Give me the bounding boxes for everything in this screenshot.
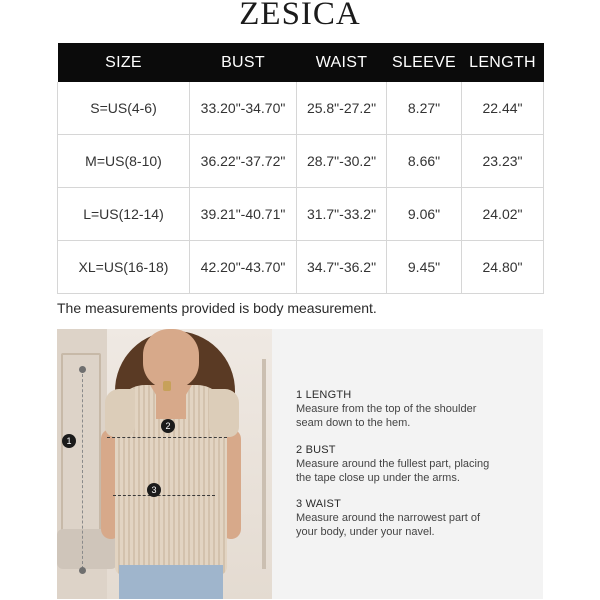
cell-length: 24.80" — [462, 241, 544, 294]
table-header-row — [58, 43, 544, 82]
guide-bust — [296, 443, 536, 485]
necklace-pendant — [163, 381, 171, 391]
guide-waist — [296, 497, 536, 539]
guide-bust-desc-line1: Measure around the fullest part, placing — [296, 458, 490, 470]
right-sleeve — [209, 389, 239, 437]
model-photo — [57, 329, 272, 599]
table-row — [58, 82, 544, 135]
cell-size: M=US(8-10) — [58, 135, 190, 188]
cell-sleeve: 9.06" — [387, 188, 462, 241]
header-bust: BUST — [190, 43, 297, 82]
cell-waist: 31.7"-33.2" — [297, 188, 387, 241]
length-guide-top-dot — [79, 366, 86, 373]
header-sleeve: SLEEVE — [387, 43, 462, 82]
marker-waist-badge: 3 — [147, 483, 161, 497]
length-guide-line — [82, 369, 83, 569]
header-waist: WAIST — [297, 43, 387, 82]
lamp-stand — [262, 359, 266, 569]
cell-bust: 42.20"-43.70" — [190, 241, 297, 294]
guide-waist-desc-line2: your body, under your navel. — [296, 526, 435, 538]
cell-bust: 36.22"-37.72" — [190, 135, 297, 188]
cell-bust: 33.20"-34.70" — [190, 82, 297, 135]
waist-tape-line — [113, 495, 215, 496]
guide-waist-desc-line1: Measure around the narrowest part of — [296, 512, 481, 524]
size-chart-table — [57, 43, 544, 294]
cell-length: 24.02" — [462, 188, 544, 241]
cell-sleeve: 8.66" — [387, 135, 462, 188]
cell-length: 22.44" — [462, 82, 544, 135]
marker-bust-badge: 2 — [161, 419, 175, 433]
cell-size: XL=US(16-18) — [58, 241, 190, 294]
model-head — [143, 329, 199, 389]
v-neckline — [150, 385, 192, 419]
guide-bust-desc-line2: the tape close up under the arms. — [296, 472, 460, 484]
cell-size: L=US(12-14) — [58, 188, 190, 241]
cell-waist: 28.7"-30.2" — [297, 135, 387, 188]
cell-waist: 34.7"-36.2" — [297, 241, 387, 294]
cell-length: 23.23" — [462, 135, 544, 188]
guide-length-title: 1 LENGTH — [296, 389, 352, 401]
brand-logo: ZESICA — [239, 0, 361, 32]
table-row — [58, 241, 544, 294]
table-row — [58, 135, 544, 188]
cell-sleeve: 8.27" — [387, 82, 462, 135]
left-sleeve — [105, 389, 135, 437]
cell-size: S=US(4-6) — [58, 82, 190, 135]
guide-length — [296, 388, 536, 430]
marker-length-badge: 1 — [62, 434, 76, 448]
mirror-frame — [61, 353, 101, 547]
header-length: LENGTH — [462, 43, 544, 82]
measurement-note: The measurements provided is body measurement. — [57, 300, 377, 316]
guide-bust-title: 2 BUST — [296, 444, 336, 456]
cell-waist: 25.8"-27.2" — [297, 82, 387, 135]
jeans — [119, 565, 223, 599]
header-size: SIZE — [58, 43, 190, 82]
cell-bust: 39.21"-40.71" — [190, 188, 297, 241]
length-guide-bottom-dot — [79, 567, 86, 574]
guide-waist-title: 3 WAIST — [296, 498, 341, 510]
cell-sleeve: 9.45" — [387, 241, 462, 294]
guide-length-desc-line1: Measure from the top of the shoulder — [296, 403, 477, 415]
guide-length-desc-line2: seam down to the hem. — [296, 417, 411, 429]
bust-tape-line — [107, 437, 227, 438]
table-row — [58, 188, 544, 241]
